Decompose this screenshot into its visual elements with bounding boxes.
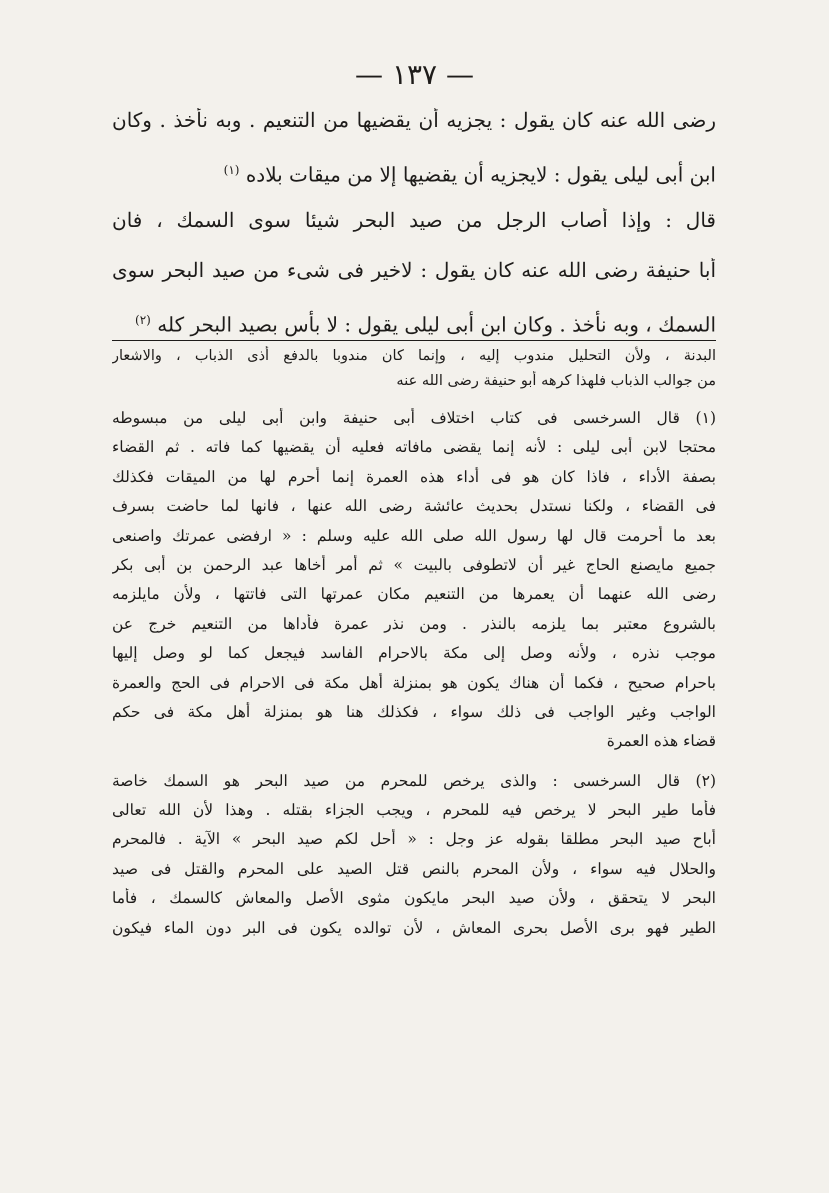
footnote-1-line: بالشروع معتبر بما يلزمه بالنذر . ومن نذر عمرة فأداها من التنعيم خرج عن	[112, 614, 716, 633]
footnote-ref-2: (٢)	[135, 313, 151, 327]
main-text	[112, 108, 716, 358]
main-line-5: السمك ، وبه نأخذ . وكان ابن أبى ليلى يقول : لا بأس بصيد البحر كله $^{(٢)}$	[135, 312, 716, 337]
separator-rule	[112, 340, 716, 341]
footnote-2-line: الطير فهو برى الأصل بحرى المعاش ، لأن توالده يكون فى البر دون الماء فيكون	[112, 918, 716, 937]
footnote-1-line: (١) قال السرخسى فى كتاب اختلاف أبى حنيفة وابن أبى ليلى من مبسوطه	[112, 409, 716, 427]
main-line-4: أبا حنيفة رضى الله عنه كان يقول : لاخير فى شىء من صيد البحر سوى	[112, 258, 716, 282]
footnote-1-line: جميع مايصنع الحاج غير أن لاتطوفى بالبيت » ثم أمر أخاها عبد الرحمن بن أبى بكر	[112, 555, 716, 574]
continued-note-line: من جوالب الذباب فلهذا كرهه أبو حنيفة رضى الله عنه	[396, 373, 716, 389]
main-line-3: قال : وإذا أصاب الرجل من صيد البحر شيئا سوى السمك ، فان	[112, 208, 716, 232]
footnote-1-line: الواجب وغير الواجب فى ذلك سواء ، فكذلك هنا هو بمنزلة أهل مكة فى حكم	[112, 702, 716, 721]
footnote-2-line: البحر لا يتحقق ، ولأن صيد البحر مايكون مثوى الأصل والمعاش كالسمك ، فأما	[112, 889, 716, 908]
footnotes	[112, 408, 716, 947]
footnote-2-line: والحلال فيه سواء ، ولأن المحرم بالنص قتل الصيد على المحرم والقتل فى صيد	[112, 859, 716, 878]
footnote-2-line: أباح صيد البحر مطلقا بقوله عز وجل : « أحل لكم صيد البحر » الآية . فالمحرم	[112, 830, 716, 849]
footnote-1-line: باحرام صحيح ، فكما أن هناك يكون هو بمنزلة أهل مكة فى الاحرام فى الحج والعمرة	[112, 673, 716, 692]
continued-note-line: البدنة ، ولأن التحليل مندوب إليه ، وإنما كان مندوبا بالدفع أذى الذباب ، والاشعار	[112, 348, 716, 364]
footnote-1-line: بصفة الأداء ، فاذا كان هو فى أداء هذه العمرة إنما أحرم لها من الميقات فكذلك	[112, 467, 716, 486]
footnote-1-line: موجب نذره ، ولأنه وصل إلى مكة بالاحرام الفاسد فيجعل كما لو وصل إليها	[112, 644, 716, 663]
footnote-1-line: قضاء هذه العمرة	[606, 732, 716, 751]
continued-note	[112, 346, 716, 396]
main-line-1: رضى الله عنه كان يقول : يجزيه أن يقضيها من التنعيم . وبه نأخذ . وكان	[112, 108, 716, 132]
footnote-1-line: محتجا لابن أبى ليلى : لأنه إنما يقضى مافاته فعليه أن يقضيها كما فاته . ثم القضاء	[112, 438, 716, 457]
page-number: — ١٣٧ —	[355, 58, 474, 91]
footnote-2-line: (٢) قال السرخسى : والذى يرخص للمحرم من صيد البحر هو السمك خاصة	[112, 771, 716, 790]
footnote-1-line: رضى الله عنهما أن يعمرها من التنعيم مكان عمرتها التى فاتتها ، ولأن مايلزمه	[112, 585, 716, 604]
footnote-ref-1: (١)	[223, 163, 240, 177]
footnote-1-line: بعد ما أحرمت قال لها رسول الله صلى الله عليه وسلم : « ارفضى عمرتك واصنعى	[112, 526, 716, 545]
footnote-2-line: فأما طير البحر لا يرخص فيه للمحرم ، ويجب الجزاء بقتله . وهذا لأن الله تعالى	[112, 801, 716, 820]
footnote-gap	[112, 761, 716, 771]
footnote-1-line: فى القضاء ، ولكنا نستدل بحديث عائشة رضى الله عنها ، فانها لما حاضت بسرف	[112, 497, 716, 516]
main-line-2: ابن أبى ليلى يقول : لايجزيه أن يقضيها إلا من ميقات بلاده $^{(١)}$	[223, 162, 716, 187]
